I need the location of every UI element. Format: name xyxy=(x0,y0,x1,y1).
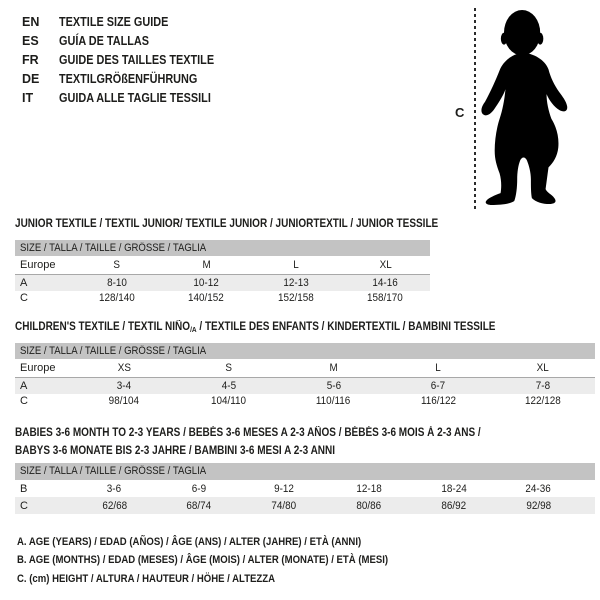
section-babies-textile xyxy=(15,424,595,514)
cell-value: 6-7 xyxy=(430,379,446,392)
cell-value: 7-8 xyxy=(535,379,550,392)
cell-value: 18-24 xyxy=(441,482,467,495)
section-title xyxy=(15,319,595,343)
cell-value: 62/68 xyxy=(102,499,127,512)
table-row xyxy=(15,480,595,497)
table-cell xyxy=(281,395,386,407)
language-label: TEXTILGRÖßENFÜHRUNG xyxy=(59,72,198,86)
cell-value: XS xyxy=(117,362,131,374)
table-row xyxy=(15,378,595,394)
table-cell xyxy=(157,500,242,512)
language-row xyxy=(22,13,237,32)
language-label: TEXTILE SIZE GUIDE xyxy=(59,15,169,29)
row-label: C xyxy=(20,395,28,408)
cell-value: 128/140 xyxy=(98,292,135,305)
footnote xyxy=(17,533,444,551)
table-row xyxy=(15,275,430,291)
cell-value: 116/122 xyxy=(420,395,456,408)
cell-value: 5-6 xyxy=(326,379,341,392)
size-header-label: SIZE / TALLA / TAILLE / GRÖSSE / TAGLIA xyxy=(20,465,207,477)
table-cell xyxy=(72,483,157,495)
table-cell xyxy=(490,362,595,374)
row-label: A xyxy=(20,276,28,289)
language-title-list xyxy=(22,13,237,108)
cell-value: 14-16 xyxy=(372,276,398,289)
language-code: FR xyxy=(22,53,39,67)
section-title-text: BABIES 3-6 MONTH TO 2-3 YEARS / BEBÉS 3-6 MESES A 2-3 AÑOS / BÉBÉS 3-6 MOIS À 2-3 ANS / xyxy=(15,427,481,439)
table-row xyxy=(15,497,595,514)
size-header-bar xyxy=(15,463,595,480)
cell-value: 74/80 xyxy=(271,499,297,512)
size-header-bar xyxy=(15,240,430,256)
table-cell xyxy=(386,362,491,374)
row-label: C xyxy=(20,499,28,512)
table-cell xyxy=(281,380,386,392)
table-cell xyxy=(162,259,252,271)
cell-value: 3-6 xyxy=(107,482,122,495)
table-cell xyxy=(341,292,431,304)
table-cell xyxy=(281,362,386,374)
footnote xyxy=(17,570,444,588)
cell-value: 86/92 xyxy=(441,499,467,512)
table-cell xyxy=(411,483,496,495)
size-header-label: SIZE / TALLA / TAILLE / GRÖSSE / TAGLIA xyxy=(20,242,207,254)
table-cell xyxy=(326,483,411,495)
cell-value: M xyxy=(329,362,338,374)
table-cell xyxy=(490,380,595,392)
table-row xyxy=(15,394,595,410)
cell-value: XL xyxy=(379,259,392,271)
section-children-textile xyxy=(15,319,595,409)
cell-value: 12-18 xyxy=(356,482,382,495)
section-title-text: / TEXTILE DES ENFANTS / KINDERTEXTIL / BAMBINI TESSILE xyxy=(196,321,496,333)
cell-value: 92/98 xyxy=(526,499,551,512)
cell-value: 122/128 xyxy=(524,395,561,408)
table-cell xyxy=(162,277,252,289)
table-cell xyxy=(386,395,491,407)
cell-value: 80/86 xyxy=(356,499,382,512)
table-cell xyxy=(242,500,327,512)
cell-value: S xyxy=(225,362,233,374)
cell-value: 6-9 xyxy=(192,482,207,495)
row-label: B xyxy=(20,482,28,495)
language-code: DE xyxy=(22,72,40,86)
cell-value: M xyxy=(202,259,211,271)
table-cell xyxy=(72,292,162,304)
size-columns-row xyxy=(15,256,430,275)
table-cell xyxy=(496,500,581,512)
cell-value: 8-10 xyxy=(106,276,127,289)
cell-value: L xyxy=(435,362,441,374)
row-label: Europe xyxy=(20,259,56,271)
cell-value: 110/116 xyxy=(316,395,351,408)
row-label: C xyxy=(20,292,28,305)
section-title-subscript: /A xyxy=(190,325,197,334)
cell-value: 24-36 xyxy=(525,482,552,495)
cell-value: XL xyxy=(536,362,549,374)
footnote xyxy=(17,551,444,569)
footnote-text: C. (cm) HEIGHT / ALTURA / HAUTEUR / HÖHE / ALTEZZA xyxy=(17,572,276,585)
table-cell xyxy=(242,483,327,495)
size-header-bar xyxy=(15,343,595,359)
table-cell xyxy=(72,277,162,289)
cell-value: 158/170 xyxy=(367,292,404,305)
cell-value: 152/158 xyxy=(277,292,314,305)
language-row xyxy=(22,51,237,70)
language-label: GUIDA ALLE TAGLIE TESSILI xyxy=(59,91,211,105)
cell-value: 68/74 xyxy=(186,499,212,512)
language-row xyxy=(22,89,237,108)
section-title-text: CHILDREN'S TEXTILE / TEXTIL NIÑO xyxy=(15,321,191,333)
table-cell xyxy=(251,277,341,289)
table-cell xyxy=(411,500,496,512)
table-cell xyxy=(251,292,341,304)
section-title xyxy=(15,424,595,463)
table-cell xyxy=(177,362,282,374)
height-measure-label: C xyxy=(455,105,465,120)
language-code: IT xyxy=(22,91,34,105)
cell-value: 12-13 xyxy=(283,276,309,289)
table-cell xyxy=(72,380,177,392)
footnote-text: B. AGE (MONTHS) / EDAD (MESES) / ÂGE (MOIS) / ALTER (MONATE) / ETÀ (MESI) xyxy=(17,554,389,567)
row-label: Europe xyxy=(20,362,56,374)
size-columns-row xyxy=(15,359,595,378)
cell-value: S xyxy=(113,259,121,271)
height-dashed-line xyxy=(474,8,476,210)
footnotes xyxy=(17,533,444,588)
cell-value: 4-5 xyxy=(221,379,237,392)
cell-value: 10-12 xyxy=(193,276,219,289)
cell-value: 98/104 xyxy=(109,395,140,408)
table-cell xyxy=(177,380,282,392)
table-cell xyxy=(496,483,581,495)
table-cell xyxy=(177,395,282,407)
cell-value: 104/110 xyxy=(211,395,247,408)
cell-value: 9-12 xyxy=(274,482,294,495)
cell-value: 140/152 xyxy=(188,292,225,305)
table-cell xyxy=(72,395,177,407)
row-label: A xyxy=(20,379,28,392)
size-header-label: SIZE / TALLA / TAILLE / GRÖSSE / TAGLIA xyxy=(20,345,207,357)
table-cell xyxy=(341,259,431,271)
section-title-text: BABYS 3-6 MONATE BIS 2-3 JAHRE / BAMBINI 3-6 MESI A 2-3 ANNI xyxy=(15,445,336,457)
section-title xyxy=(15,216,439,240)
language-code: EN xyxy=(22,15,40,29)
cell-value: 3-4 xyxy=(117,379,132,392)
table-cell xyxy=(251,259,341,271)
table-cell xyxy=(490,395,595,407)
table-cell xyxy=(326,500,411,512)
language-row xyxy=(22,70,237,89)
language-label: GUÍA DE TALLAS xyxy=(59,34,150,48)
table-row xyxy=(15,291,430,307)
table-cell xyxy=(162,292,252,304)
table-cell xyxy=(72,500,157,512)
footnote-text: A. AGE (YEARS) / EDAD (AÑOS) / ÂGE (ANS) / ALTER (JAHRE) / ETÀ (ANNI) xyxy=(17,536,362,548)
language-code: ES xyxy=(22,34,39,48)
baby-silhouette-icon xyxy=(481,9,571,207)
language-row xyxy=(22,32,237,51)
table-cell xyxy=(72,362,177,374)
section-title-text: JUNIOR TEXTILE / TEXTIL JUNIOR/ TEXTILE JUNIOR / JUNIORTEXTIL / JUNIOR TESSILE xyxy=(15,218,439,230)
table-cell xyxy=(386,380,491,392)
table-cell xyxy=(72,259,162,271)
language-label: GUIDE DES TAILLES TEXTILE xyxy=(59,53,215,67)
cell-value: L xyxy=(292,259,299,271)
section-junior-textile xyxy=(15,216,439,306)
table-cell xyxy=(157,483,242,495)
table-cell xyxy=(341,277,431,289)
